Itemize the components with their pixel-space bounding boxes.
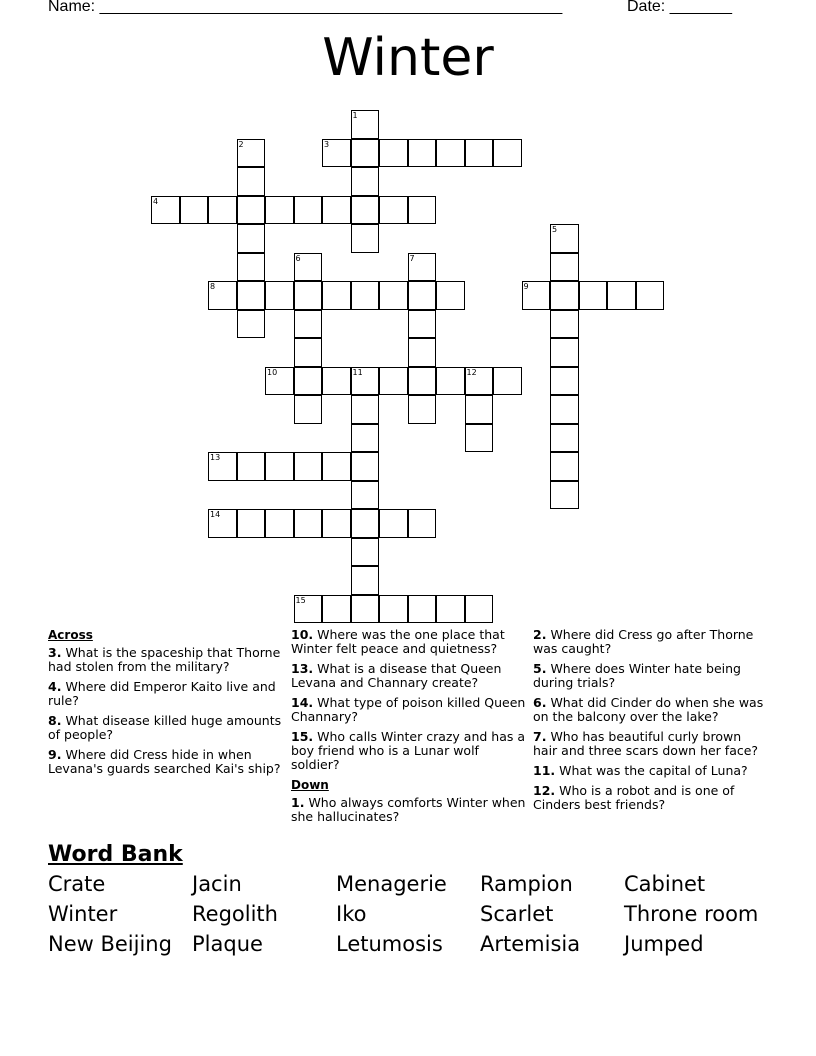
down-heading: Down <box>291 778 329 792</box>
crossword-cell[interactable] <box>379 196 408 225</box>
word-bank-item: Rampion <box>480 872 573 896</box>
crossword-cell[interactable] <box>408 196 437 225</box>
cell-number: 9 <box>523 282 529 291</box>
clue-down-2: 2. Where did Cress go after Thorne was caught? <box>533 627 754 656</box>
crossword-cell[interactable] <box>294 509 323 538</box>
crossword-cell[interactable] <box>237 167 266 196</box>
crossword-cell[interactable] <box>465 139 494 168</box>
crossword-cell[interactable] <box>322 367 351 396</box>
cell-number: 14 <box>210 510 221 519</box>
crossword-cell[interactable] <box>550 253 579 282</box>
crossword-cell[interactable] <box>379 367 408 396</box>
crossword-cell[interactable] <box>151 196 180 225</box>
word-bank-item: Iko <box>336 902 367 926</box>
crossword-cell[interactable] <box>180 196 209 225</box>
crossword-cell[interactable] <box>351 509 380 538</box>
crossword-cell[interactable] <box>550 481 579 510</box>
clue-across-8: 8. What disease killed huge amounts of people? <box>48 713 282 742</box>
crossword-cell[interactable] <box>550 395 579 424</box>
clue-column-2 <box>291 628 526 830</box>
cell-number: 4 <box>153 196 159 206</box>
crossword-cell[interactable] <box>493 367 522 396</box>
clue-down-6: 6. What did Cinder do when she was on the balcony over the lake? <box>533 695 764 724</box>
crossword-cell[interactable] <box>237 224 266 253</box>
crossword-cell[interactable] <box>550 310 579 339</box>
crossword-cell[interactable] <box>351 452 380 481</box>
crossword-cell[interactable] <box>579 281 608 310</box>
clue-across-10: 10. Where was the one place that Winter felt peace and quietness? <box>291 627 505 656</box>
crossword-cell[interactable] <box>351 566 380 595</box>
across-heading: Across <box>48 628 93 642</box>
crossword-cell[interactable] <box>237 139 266 168</box>
cell-number: 1 <box>352 111 358 120</box>
crossword-cell[interactable] <box>550 338 579 367</box>
cell-number: 3 <box>324 139 330 149</box>
crossword-cell[interactable] <box>465 424 494 453</box>
crossword-cell[interactable] <box>208 196 237 225</box>
clue-across-4: 4. Where did Emperor Kaito live and rule? <box>48 679 276 708</box>
crossword-cell[interactable] <box>265 281 294 310</box>
clue-down-5: 5. Where does Winter hate being during trials? <box>533 661 741 690</box>
crossword-cell[interactable] <box>408 595 437 624</box>
word-bank-item: Throne room <box>624 902 759 926</box>
crossword-cell[interactable] <box>550 367 579 396</box>
crossword-cell[interactable] <box>294 452 323 481</box>
crossword-cell[interactable] <box>294 367 323 396</box>
crossword-cell[interactable] <box>408 367 437 396</box>
cell-number: 8 <box>210 282 216 291</box>
crossword-cell[interactable] <box>436 281 465 310</box>
crossword-cell[interactable] <box>265 367 294 396</box>
crossword-cell[interactable] <box>208 452 237 481</box>
cell-number: 5 <box>552 225 558 234</box>
name-line[interactable]: Name: ____________________________________________________ <box>48 0 563 15</box>
clue-column-3 <box>533 628 768 818</box>
crossword-cell[interactable] <box>237 509 266 538</box>
crossword-cell[interactable] <box>607 281 636 310</box>
crossword-cell[interactable] <box>408 281 437 310</box>
crossword-cell[interactable] <box>294 395 323 424</box>
crossword-cell[interactable] <box>237 281 266 310</box>
crossword-cell[interactable] <box>294 196 323 225</box>
word-bank-item: New Beijing <box>48 932 172 956</box>
cell-number: 11 <box>352 367 363 377</box>
word-bank-item: Scarlet <box>480 902 554 926</box>
crossword-cell[interactable] <box>436 367 465 396</box>
cell-number: 13 <box>210 453 221 462</box>
clue-across-13: 13. What is a disease that Queen Levana and Channary create? <box>291 661 502 690</box>
crossword-cell[interactable] <box>351 110 380 139</box>
word-bank-item: Plaque <box>192 932 263 956</box>
clue-down-11: 11. What was the capital of Luna? <box>533 763 748 778</box>
crossword-cell[interactable] <box>408 253 437 282</box>
crossword-cell[interactable] <box>294 281 323 310</box>
word-bank <box>48 872 788 956</box>
crossword-cell[interactable] <box>322 196 351 225</box>
word-bank-item: Regolith <box>192 902 278 926</box>
crossword-cell[interactable] <box>408 338 437 367</box>
crossword-cell[interactable] <box>237 253 266 282</box>
crossword-cell[interactable] <box>379 509 408 538</box>
word-bank-item: Letumosis <box>336 932 443 956</box>
crossword-cell[interactable] <box>408 509 437 538</box>
crossword-cell[interactable] <box>322 509 351 538</box>
crossword-cell[interactable] <box>493 139 522 168</box>
clue-column-1 <box>48 628 283 782</box>
word-bank-item: Jumped <box>624 932 704 956</box>
crossword-cell[interactable] <box>550 281 579 310</box>
crossword-cell[interactable] <box>208 281 237 310</box>
crossword-cell[interactable] <box>322 452 351 481</box>
crossword-cell[interactable] <box>294 338 323 367</box>
crossword-cell[interactable] <box>408 310 437 339</box>
crossword-cell[interactable] <box>322 595 351 624</box>
word-bank-item: Crate <box>48 872 106 896</box>
crossword-cell[interactable] <box>465 595 494 624</box>
crossword-cell[interactable] <box>351 196 380 225</box>
crossword-cell[interactable] <box>322 281 351 310</box>
crossword-cell[interactable] <box>351 595 380 624</box>
crossword-cell[interactable] <box>351 224 380 253</box>
crossword-cell[interactable] <box>522 281 551 310</box>
crossword-cell[interactable] <box>237 196 266 225</box>
crossword-cell[interactable] <box>237 310 266 339</box>
clue-down-7: 7. Who has beautiful curly brown hair and three scars down her face? <box>533 729 759 758</box>
crossword-cell[interactable] <box>351 367 380 396</box>
crossword-cell[interactable] <box>351 395 380 424</box>
crossword-cell[interactable] <box>550 224 579 253</box>
cell-number: 7 <box>409 253 415 263</box>
crossword-cell[interactable] <box>322 139 351 168</box>
word-bank-item: Jacin <box>192 872 242 896</box>
word-bank-title: Word Bank <box>48 842 183 867</box>
clue-across-3: 3. What is the spaceship that Thorne had stolen from the military? <box>48 645 281 674</box>
crossword-cell[interactable] <box>294 595 323 624</box>
crossword-cell[interactable] <box>351 424 380 453</box>
crossword-cell[interactable] <box>550 424 579 453</box>
word-bank-item: Artemisia <box>480 932 581 956</box>
word-bank-item: Cabinet <box>624 872 706 896</box>
crossword-cell[interactable] <box>351 538 380 567</box>
crossword-cell[interactable] <box>379 281 408 310</box>
crossword-cell[interactable] <box>351 139 380 168</box>
crossword-cell[interactable] <box>636 281 665 310</box>
clue-across-15: 15. Who calls Winter crazy and has a boy friend who is a Lunar wolf soldier? <box>291 729 526 772</box>
cell-number: 15 <box>295 595 306 605</box>
crossword-cell[interactable] <box>265 196 294 225</box>
clue-down-12: 12. Who is a robot and is one of Cinders best friends? <box>533 783 735 812</box>
crossword-cell[interactable] <box>465 367 494 396</box>
crossword-cell[interactable] <box>379 139 408 168</box>
cell-number: 12 <box>466 367 477 377</box>
word-bank-item: Winter <box>48 902 118 926</box>
clue-across-9: 9. Where did Cress hide in when Levana's guards searched Kai's ship? <box>48 747 281 776</box>
crossword-cell[interactable] <box>550 452 579 481</box>
page-title: Winter <box>322 28 494 88</box>
crossword-cell[interactable] <box>351 281 380 310</box>
crossword-cell[interactable] <box>351 167 380 196</box>
word-bank-item: Menagerie <box>336 872 447 896</box>
clue-across-14: 14. What type of poison killed Queen Channary? <box>291 695 526 724</box>
cell-number: 6 <box>295 253 301 263</box>
crossword-cell[interactable] <box>237 452 266 481</box>
crossword-cell[interactable] <box>265 509 294 538</box>
cell-number: 10 <box>267 367 278 377</box>
crossword-cell[interactable] <box>208 509 237 538</box>
crossword-cell[interactable] <box>465 395 494 424</box>
crossword-cell[interactable] <box>379 595 408 624</box>
crossword-cell[interactable] <box>436 595 465 624</box>
crossword-cell[interactable] <box>265 452 294 481</box>
crossword-cell[interactable] <box>408 395 437 424</box>
clue-down-1: 1. Who always comforts Winter when she hallucinates? <box>291 795 526 824</box>
crossword-cell[interactable] <box>408 139 437 168</box>
crossword-cell[interactable] <box>351 481 380 510</box>
date-line[interactable]: Date: _______ <box>627 0 732 15</box>
crossword-cell[interactable] <box>294 310 323 339</box>
crossword-cell[interactable] <box>294 253 323 282</box>
crossword-cell[interactable] <box>436 139 465 168</box>
cell-number: 2 <box>238 139 244 149</box>
